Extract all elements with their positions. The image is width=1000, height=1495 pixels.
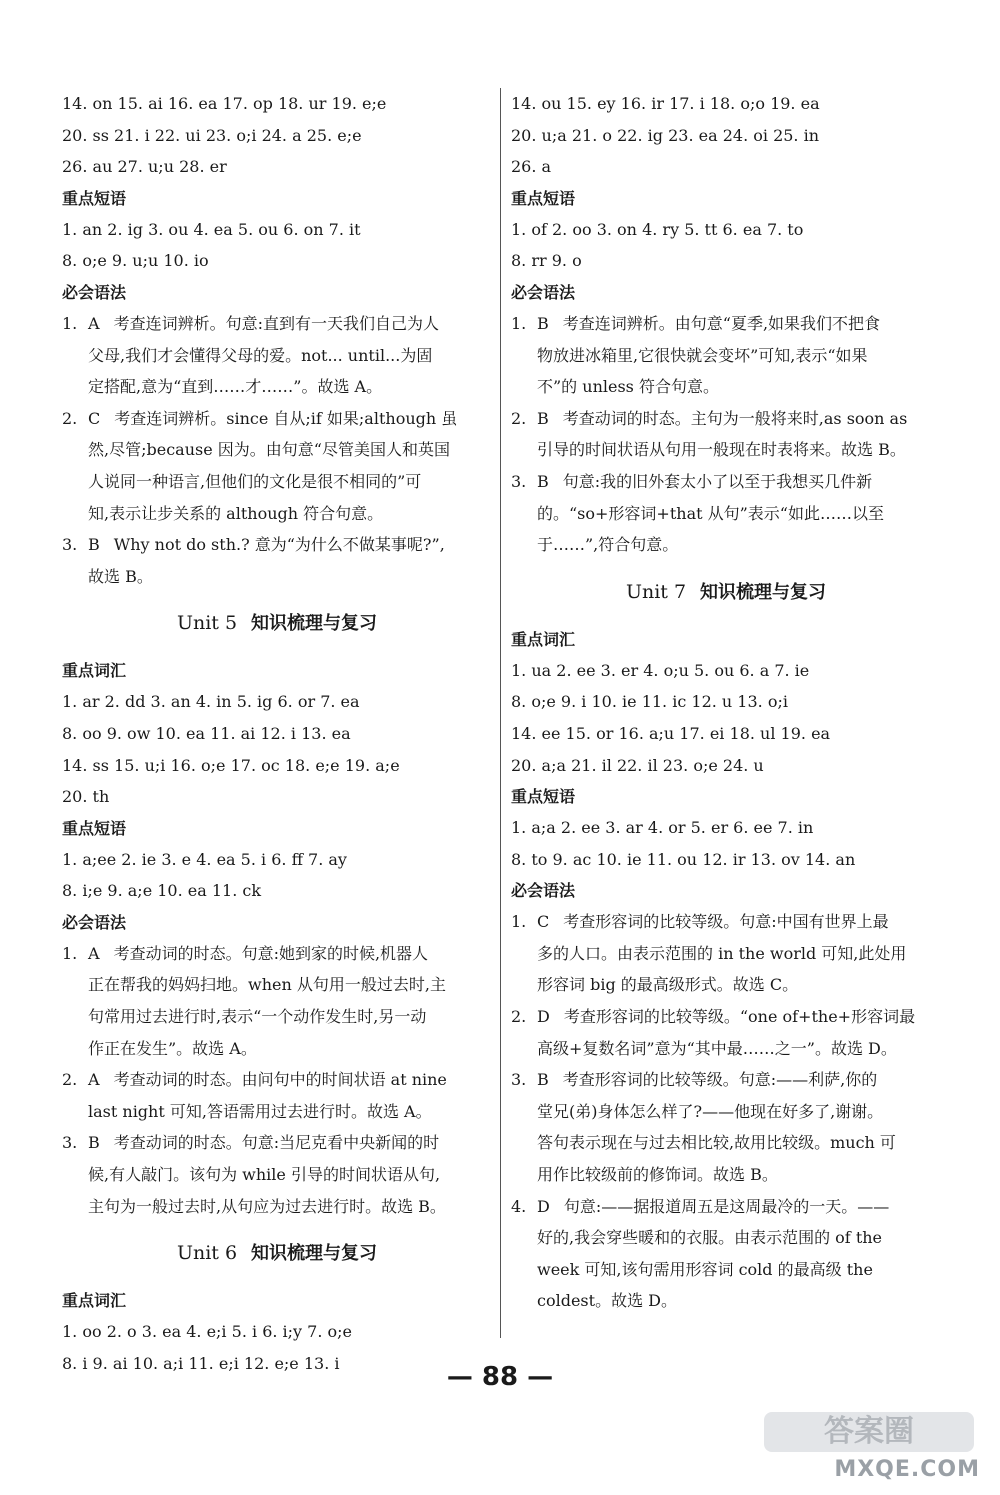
item-line [88,938,492,970]
item-text: last night 可知,答语需用过去进行时。故选 A。 [88,1101,432,1121]
item-line [537,1159,941,1191]
right-column [511,88,941,1317]
item-line [537,906,941,938]
item-text: 定搭配,意为“直到……才……”。故选 A。 [88,377,383,397]
item-answer: B [537,408,549,428]
item-answer: A [88,1070,100,1090]
section-heading: 重点词汇 [62,1291,127,1311]
item-text: 主句为一般过去时,从句应为过去进行时。故选 B。 [88,1196,446,1216]
item-line [88,1127,492,1159]
item-text: 句意:我的旧外套太小了以至于我想买几件新 [562,471,873,491]
item-text: 作正在发生”。故选 A。 [88,1038,257,1058]
grammar-item [62,938,492,1064]
item-text: 考查动词的时态。由问句中的时间状语 at nine [113,1070,447,1090]
item-text: 句常用过去进行时,表示“一个动作发生时,另一动 [88,1007,427,1027]
item-line [537,1096,941,1128]
item-text: 人说同一种语言,但他们的文化是很不相同的”可 [88,471,422,491]
item-body [537,403,941,466]
item-body [88,1064,492,1127]
item-line [537,498,941,530]
item-answer: C [537,912,550,932]
item-line [537,1222,941,1254]
item-text: 于……”,符合句意。 [537,535,679,555]
item-text: 引导的时间状语从句用一般现在时表将来。故选 B。 [537,440,906,460]
item-line [88,403,492,435]
grammar-item [62,308,492,403]
item-line [537,1285,941,1317]
item-number: 1. [62,313,78,333]
item-line [537,434,941,466]
item-answer: A [88,313,100,333]
item-answer: C [88,408,101,428]
answer-line: 8. rr 9. o [511,251,582,271]
answer-line: 26. a [511,157,552,177]
answer-line: 14. ou 15. ey 16. ir 17. i 18. o;o 19. ea [511,94,820,113]
item-line [88,529,492,561]
grammar-item [511,906,941,1001]
item-body [88,938,492,1064]
item-answer: B [537,471,549,491]
item-text: 然,尽管;because 因为。由句意“尽管美国人和英国 [88,440,450,460]
item-line [88,498,492,530]
grammar-item [511,1064,941,1190]
item-body [537,1064,941,1190]
unit-title: 知识梳理与复习 [700,581,827,603]
section-heading: 重点词汇 [62,661,127,681]
grammar-item [62,1127,492,1222]
item-line [537,1001,941,1033]
item-text: 考查形容词的比较等级。“one of+the+形容词最 [563,1007,916,1027]
item-number: 3. [511,1070,527,1090]
unit-heading [62,1238,492,1269]
grammar-item [511,1191,941,1317]
section-heading: 必会语法 [62,282,127,302]
answer-line: 8. i 9. ai 10. a;i 11. e;i 12. e;e 13. i [62,1353,340,1373]
unit-title: 知识梳理与复习 [251,613,378,635]
unit-label: Unit 7 [625,580,687,603]
item-line [537,529,941,561]
item-line [537,1033,941,1065]
grammar-item [511,308,941,403]
item-body [88,308,492,403]
item-line [88,561,492,593]
item-text: 考查连词辨析。由句意“夏季,如果我们不把食 [562,313,881,333]
item-number: 1. [511,912,527,932]
item-line [88,1001,492,1033]
answer-line: 14. ee 15. or 16. a;u 17. ei 18. ul 19. ea [511,723,831,743]
item-text: 考查连词辨析。句意:直到有一天我们自己为人 [113,313,439,333]
item-text: 好的,我会穿些暖和的衣服。由表示范围的 of the [537,1228,883,1248]
item-number: 2. [511,1007,527,1027]
grammar-item [511,466,941,561]
watermark-site: MXQE.COM [834,1457,980,1482]
item-line [537,1127,941,1159]
item-body [88,529,492,592]
item-number: 3. [511,471,527,491]
answer-line: 1. of 2. oo 3. on 4. ry 5. tt 6. ea 7. to [511,219,804,239]
item-answer: D [537,1007,550,1027]
section-heading: 必会语法 [511,282,576,302]
item-line [537,1064,941,1096]
item-answer: A [88,943,100,963]
answer-line: 1. a;ee 2. ie 3. e 4. ea 5. i 6. ff 7. ay [62,849,347,869]
item-text: 堂兄(弟)身体怎么样了?——他现在好多了,谢谢。 [537,1101,884,1121]
item-line [88,969,492,1001]
answer-line: 1. an 2. ig 3. ou 4. ea 5. ou 6. on 7. it [62,219,361,239]
item-number: 3. [62,535,78,555]
item-line [537,466,941,498]
item-number: 1. [511,313,527,333]
item-line [88,1033,492,1065]
answer-line: 14. ss 15. u;i 16. o;e 17. oc 18. e;e 19. a;e [62,755,400,775]
item-line [537,938,941,970]
item-text: 句意:——据报道周五是这周最冷的一天。—— [563,1196,890,1216]
item-text: 知,表示让步关系的 although 符合句意。 [88,503,384,523]
answer-line: 20. th [62,787,110,807]
item-text: 考查连词辨析。since 自从;if 如果;although 虽 [114,408,458,428]
answer-line: 26. au 27. u;u 28. er [62,157,227,177]
item-line [88,1159,492,1191]
section-heading: 重点短语 [62,188,127,208]
answer-line: 20. u;a 21. o 22. ig 23. ea 24. oi 25. in [511,125,820,145]
item-number: 4. [511,1196,527,1216]
item-text: 答句表示现在与过去相比较,故用比较级。much 可 [537,1133,896,1153]
item-text: 考查动词的时态。主句为一般将来时,as soon as [562,408,908,428]
grammar-item [62,529,492,592]
item-line [537,371,941,403]
item-line [88,1064,492,1096]
item-text: 多的人口。由表示范围的 in the world 可知,此处用 [537,943,907,963]
watermark [740,1412,980,1482]
item-text: 正在帮我的妈妈扫地。when 从句用一般过去时,主 [88,975,446,995]
answer-line: 8. to 9. ac 10. ie 11. ou 12. ir 13. ov 14. an [511,849,856,869]
item-line [88,1191,492,1223]
left-column [62,88,492,1379]
unit-label: Unit 5 [176,612,238,635]
answer-line: 8. i;e 9. a;e 10. ea 11. ck [62,881,262,901]
item-body [537,1001,941,1064]
answer-line: 1. oo 2. o 3. ea 4. e;i 5. i 6. i;y 7. o;e [62,1322,353,1342]
item-number: 2. [62,408,78,428]
answer-line: 20. ss 21. i 22. ui 23. o;i 24. a 25. e;e [62,125,362,145]
item-body [537,1191,941,1317]
item-answer: D [537,1196,550,1216]
answer-line: 1. a;a 2. ee 3. ar 4. or 5. er 6. ee 7. in [511,818,814,838]
section-heading: 重点短语 [62,818,127,838]
answer-line: 8. oo 9. ow 10. ea 11. ai 12. i 13. ea [62,723,351,743]
item-text: 父母,我们才会懂得父母的爱。not... until...为固 [88,345,433,365]
grammar-item [62,1064,492,1127]
item-line [537,1191,941,1223]
item-text: 形容词 big 的最高级形式。故选 C。 [537,975,799,995]
item-text: 故选 B。 [88,566,153,586]
section-heading: 重点短语 [511,188,576,208]
grammar-item [511,1001,941,1064]
item-text: 考查形容词的比较等级。句意:中国有世界上最 [563,912,889,932]
page-number: — 88 — [446,1362,554,1392]
item-body [537,308,941,403]
item-answer: B [537,313,549,333]
item-answer: B [537,1070,549,1090]
item-line [88,371,492,403]
item-text: 物放进冰箱里,它很快就会变坏”可知,表示“如果 [537,345,868,365]
item-text: 候,有人敲门。该句为 while 引导的时间状语从句, [88,1165,441,1185]
item-line [537,340,941,372]
item-text: 不”的 unless 符合句意。 [537,377,719,397]
item-text: 的。“so+形容词+that 从句”表示“如此……以至 [537,503,884,523]
answer-line: 1. ua 2. ee 3. er 4. o;u 5. ou 6. a 7. ie [511,660,810,680]
section-heading: 重点词汇 [511,629,576,649]
item-line [88,308,492,340]
item-body [88,1127,492,1222]
item-text: Why not do sth.? 意为“为什么不做某事呢?”, [113,535,445,555]
item-line [88,466,492,498]
unit-heading [511,577,941,608]
item-number: 2. [511,408,527,428]
item-text: week 可知,该句需用形容词 cold 的最高级 the [537,1259,873,1279]
column-divider [500,88,501,1338]
item-line [537,1254,941,1286]
item-number: 1. [62,943,78,963]
item-text: 考查动词的时态。句意:当尼克看中央新闻的时 [113,1133,440,1153]
answer-line: 1. ar 2. dd 3. an 4. in 5. ig 6. or 7. ea [62,692,360,712]
answer-line: 14. on 15. ai 16. ea 17. op 18. ur 19. e;e [62,94,387,113]
item-text: 考查动词的时态。句意:她到家的时候,机器人 [113,943,429,963]
item-text: 用作比较级前的修饰词。故选 B。 [537,1165,778,1185]
grammar-item [62,403,492,529]
item-text: 考查形容词的比较等级。句意:——利萨,你的 [562,1070,878,1090]
section-heading: 必会语法 [511,881,576,901]
unit-title: 知识梳理与复习 [251,1243,378,1265]
item-line [88,1096,492,1128]
item-line [537,308,941,340]
unit-label: Unit 6 [176,1242,238,1265]
grammar-item [511,403,941,466]
item-text: 高级+复数名词”意为“其中最……之一”。故选 D。 [537,1038,897,1058]
item-body [537,906,941,1001]
item-number: 2. [62,1070,78,1090]
item-line [537,969,941,1001]
item-number: 3. [62,1133,78,1153]
unit-heading [62,608,492,639]
item-answer: B [88,1133,100,1153]
answer-line: 8. o;e 9. u;u 10. io [62,251,209,271]
item-line [88,434,492,466]
item-answer: B [88,535,100,555]
watermark-logo: 答案圈 [764,1412,974,1452]
item-line [88,340,492,372]
answer-line: 8. o;e 9. i 10. ie 11. ic 12. u 13. o;i [511,692,788,712]
item-text: coldest。故选 D。 [537,1291,677,1311]
section-heading: 必会语法 [62,912,127,932]
item-body [88,403,492,529]
section-heading: 重点短语 [511,787,576,807]
item-line [537,403,941,435]
answer-line: 20. a;a 21. il 22. il 23. o;e 24. u [511,755,764,775]
item-body [537,466,941,561]
